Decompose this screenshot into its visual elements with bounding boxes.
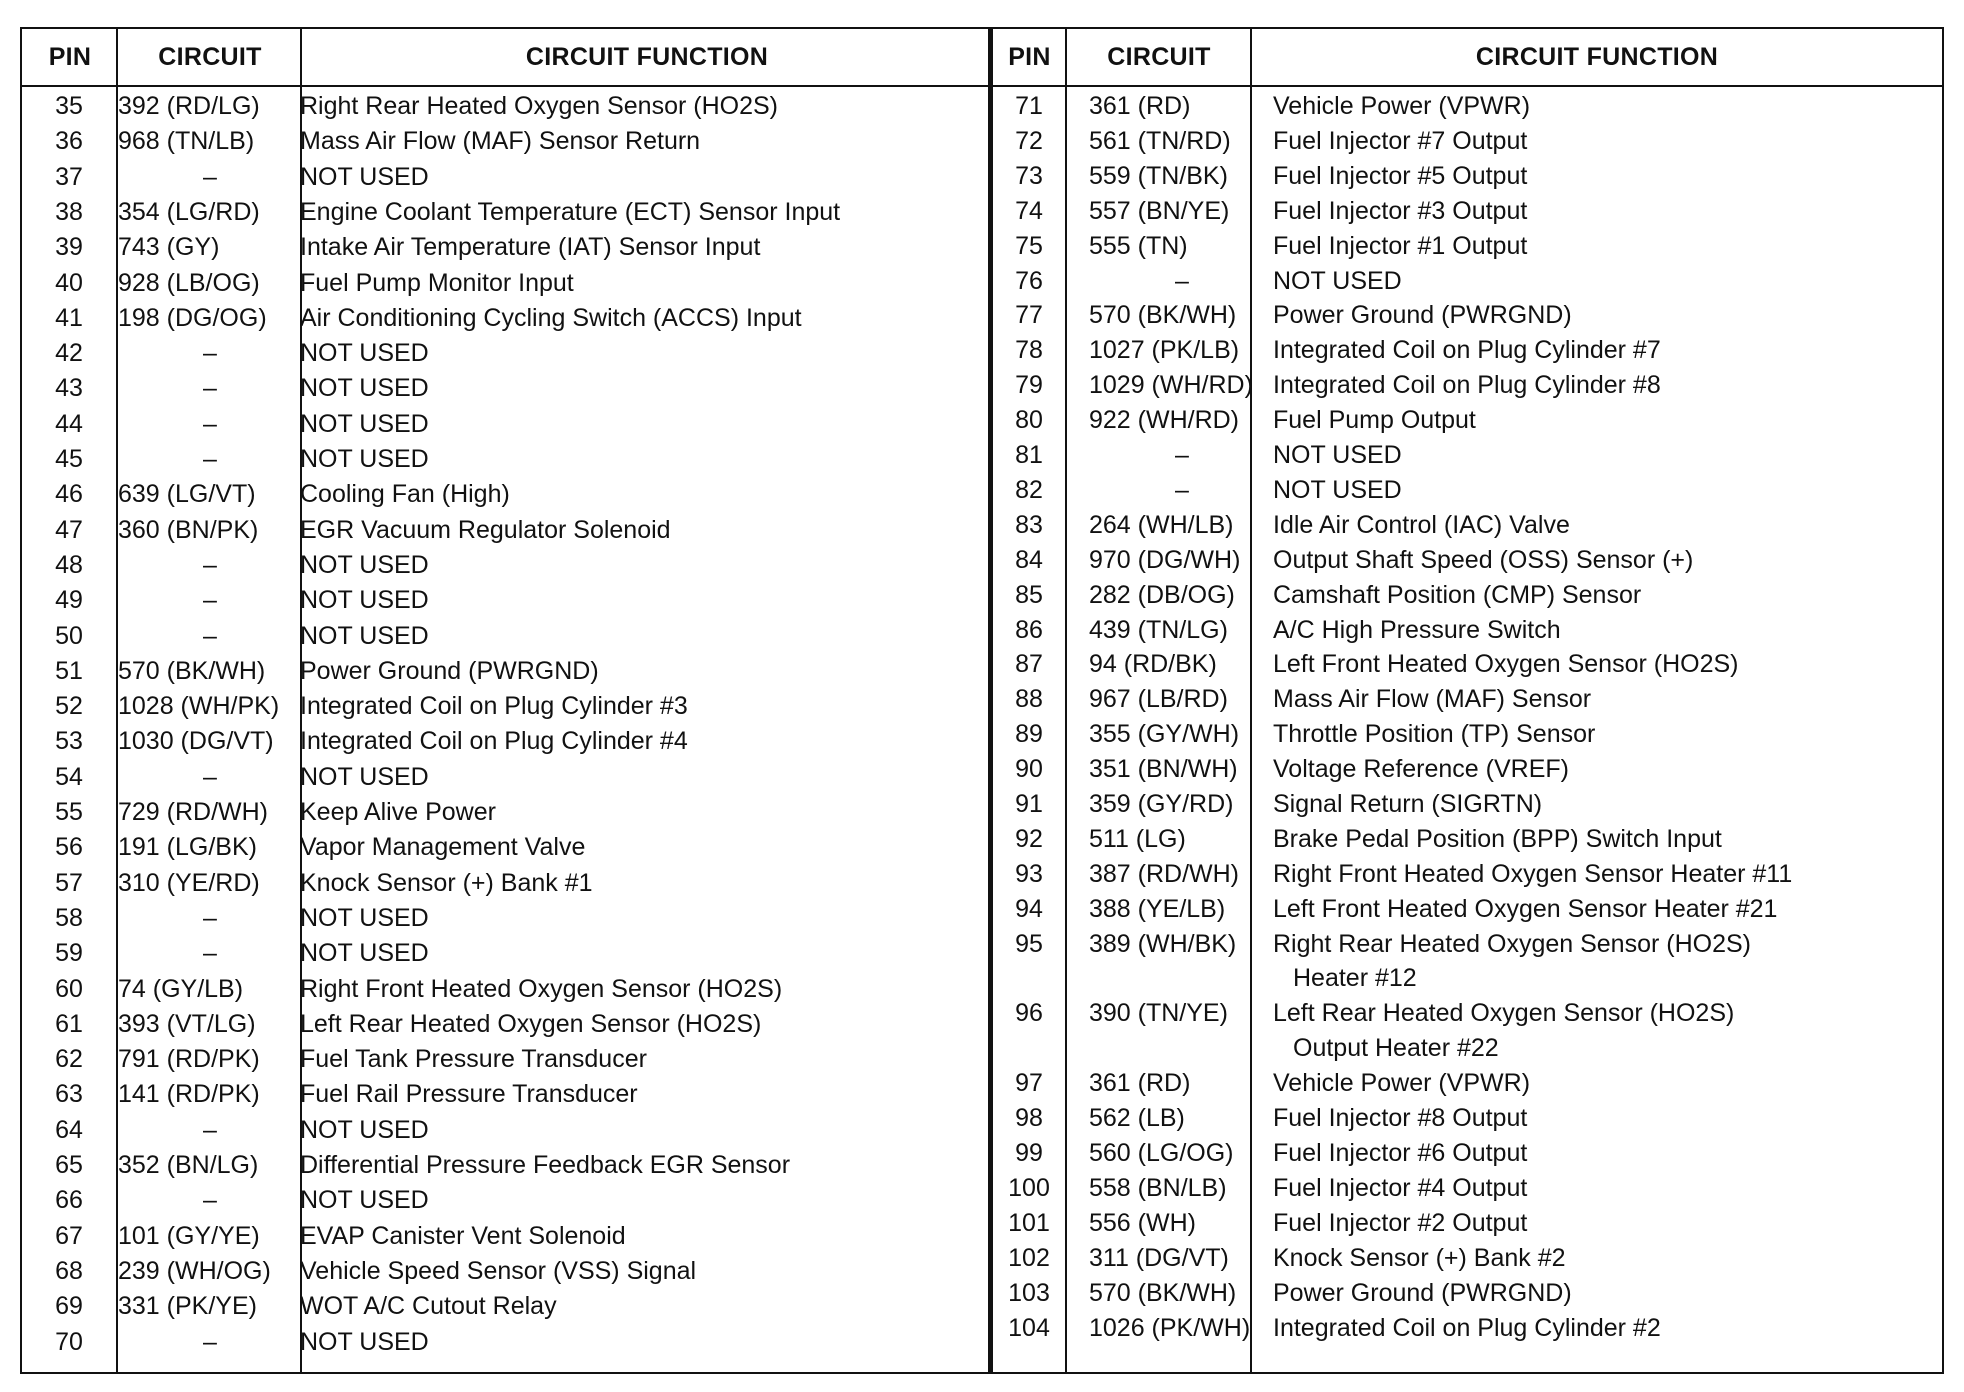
right-header-row	[993, 29, 1942, 87]
circuit-function: Knock Sensor (+) Bank #1	[300, 868, 593, 897]
circuit-function: Fuel Injector #2 Output	[1273, 1208, 1528, 1237]
circuit-function: NOT USED	[300, 903, 429, 932]
pin-table	[20, 27, 1944, 1374]
pin-number: 69	[55, 1292, 83, 1321]
table-row	[993, 368, 1942, 403]
pin-number: 101	[1008, 1208, 1050, 1237]
circuit-code: 191 (LG/BK)	[118, 833, 257, 862]
pin-number: 50	[55, 621, 83, 650]
circuit-function: Integrated Coil on Plug Cylinder #8	[1273, 371, 1661, 400]
table-row	[22, 407, 988, 442]
pin-number: 80	[1015, 406, 1043, 435]
circuit-code: 560 (LG/OG)	[1089, 1139, 1234, 1167]
circuit-function-header: CIRCUIT FUNCTION	[1475, 43, 1719, 71]
table-row	[22, 371, 988, 406]
circuit-function: Voltage Reference (VREF)	[1273, 755, 1569, 784]
circuit-code: 264 (WH/LB)	[1089, 510, 1234, 539]
circuit-code: 311 (DG/VT)	[1089, 1243, 1229, 1272]
circuit-function: NOT USED	[1273, 266, 1402, 295]
circuit-code: 351 (BN/WH)	[1089, 755, 1238, 784]
table-row	[993, 1276, 1942, 1311]
pin-number: 82	[1015, 475, 1043, 504]
pin-number: 85	[1015, 580, 1043, 609]
pin-number: 104	[1008, 1313, 1050, 1342]
circuit-code: 387 (RD/WH)	[1089, 859, 1240, 888]
table-row	[22, 124, 988, 159]
pin-number: 47	[55, 515, 83, 544]
pin-number: 95	[1015, 929, 1043, 958]
pin-number: 91	[1015, 790, 1043, 818]
table-row	[22, 513, 988, 548]
circuit-function: Air Conditioning Cycling Switch (ACCS) Input	[300, 303, 802, 332]
pin-header: PIN	[48, 43, 92, 71]
circuit-code: 558 (BN/LB)	[1089, 1173, 1227, 1202]
circuit-function: A/C High Pressure Switch	[1273, 615, 1561, 644]
circuit-code: 922 (WH/RD)	[1089, 406, 1240, 435]
circuit-code: 359 (GY/RD)	[1089, 790, 1234, 818]
table-row	[22, 724, 988, 759]
pin-number: 67	[55, 1221, 83, 1250]
table-row	[993, 927, 1942, 997]
circuit-function: NOT USED	[1273, 475, 1402, 504]
table-row	[22, 795, 988, 830]
circuit-function: NOT USED	[300, 1327, 429, 1356]
circuit-code: 1028 (WH/PK)	[118, 692, 280, 721]
circuit-code: 282 (DB/OG)	[1089, 580, 1235, 609]
circuit-function: Cooling Fan (High)	[300, 480, 510, 509]
pin-number: 57	[55, 868, 83, 897]
pin-number: 53	[55, 727, 83, 756]
circuit-function: Throttle Position (TP) Sensor	[1273, 720, 1596, 749]
table-row	[993, 508, 1942, 543]
table-row	[993, 578, 1942, 613]
table-row	[22, 1289, 988, 1324]
circuit-code: –	[203, 621, 217, 650]
circuit-code: 198 (DG/OG)	[118, 303, 267, 332]
circuit-function: Right Front Heated Oxygen Sensor Heater #11	[1273, 859, 1793, 888]
pin-number: 96	[1015, 999, 1043, 1028]
circuit-code: –	[1175, 475, 1189, 504]
circuit-code: 561 (TN/RD)	[1089, 126, 1231, 155]
pin-number: 84	[1015, 545, 1043, 574]
pin-number: 75	[1015, 231, 1043, 260]
table-row	[993, 787, 1942, 822]
pin-number: 51	[55, 656, 83, 685]
pin-number: 35	[55, 92, 83, 120]
pin-header: PIN	[1008, 43, 1051, 71]
circuit-code: 393 (VT/LG)	[118, 1009, 256, 1038]
circuit-code: 331 (PK/YE)	[118, 1292, 257, 1321]
circuit-code: 967 (LB/RD)	[1089, 685, 1228, 714]
table-row	[993, 89, 1942, 124]
circuit-function: Brake Pedal Position (BPP) Switch Input	[1273, 824, 1722, 853]
pin-number: 77	[1015, 301, 1043, 330]
circuit-function: Fuel Injector #6 Output	[1273, 1139, 1528, 1167]
pin-number: 92	[1015, 824, 1043, 853]
pin-number: 37	[55, 162, 83, 191]
circuit-code: 562 (LB)	[1089, 1104, 1185, 1133]
table-row	[993, 264, 1942, 299]
circuit-code: –	[203, 1186, 217, 1215]
table-row	[993, 647, 1942, 682]
table-row	[22, 1113, 988, 1148]
pin-number: 63	[55, 1080, 83, 1109]
circuit-function: Fuel Tank Pressure Transducer	[300, 1045, 647, 1074]
table-row	[993, 543, 1942, 578]
pin-number: 74	[1015, 196, 1043, 225]
circuit-code: 968 (TN/LB)	[118, 127, 255, 156]
pin-number: 65	[55, 1151, 83, 1179]
table-row	[993, 822, 1942, 857]
circuit-code: –	[203, 1115, 217, 1144]
circuit-function: Keep Alive Power	[300, 798, 496, 826]
circuit-function: Power Ground (PWRGND)	[300, 656, 599, 685]
pin-number: 97	[1015, 1069, 1043, 1098]
table-row	[22, 230, 988, 265]
pin-number: 49	[55, 586, 83, 615]
table-row	[22, 160, 988, 195]
circuit-function: NOT USED	[300, 762, 429, 791]
pin-number: 100	[1008, 1173, 1050, 1202]
circuit-code: 94 (RD/BK)	[1089, 650, 1217, 679]
circuit-function: NOT USED	[1273, 441, 1402, 469]
table-row	[993, 1206, 1942, 1241]
table-row	[993, 1171, 1942, 1206]
table-row	[22, 1325, 988, 1360]
table-row	[993, 438, 1942, 473]
pin-number: 42	[55, 339, 83, 368]
table-row	[993, 159, 1942, 194]
circuit-code: –	[203, 339, 217, 368]
pin-number: 66	[55, 1186, 83, 1215]
circuit-function: NOT USED	[300, 939, 429, 968]
pin-number: 58	[55, 903, 83, 932]
circuit-function-continued: Output Heater #22	[1293, 1034, 1499, 1063]
table-row	[993, 229, 1942, 264]
table-row	[22, 901, 988, 936]
pin-number: 83	[1015, 510, 1043, 539]
table-row	[993, 996, 1942, 1066]
circuit-function: Mass Air Flow (MAF) Sensor	[1273, 685, 1592, 714]
circuit-function: EGR Vacuum Regulator Solenoid	[300, 515, 671, 544]
table-row	[993, 1136, 1942, 1171]
table-row	[22, 477, 988, 512]
table-row	[993, 473, 1942, 508]
circuit-code: –	[203, 550, 217, 579]
table-row	[22, 1254, 988, 1289]
circuit-function: NOT USED	[300, 621, 429, 650]
circuit-function: Integrated Coil on Plug Cylinder #2	[1273, 1313, 1661, 1342]
table-row	[993, 333, 1942, 368]
circuit-function: Differential Pressure Feedback EGR Sensor	[300, 1151, 791, 1179]
circuit-code: 570 (BK/WH)	[1089, 301, 1237, 330]
circuit-code: 101 (GY/YE)	[118, 1221, 260, 1250]
circuit-function: Power Ground (PWRGND)	[1273, 301, 1572, 330]
circuit-function: Left Rear Heated Oxygen Sensor (HO2S)	[300, 1009, 762, 1038]
circuit-function: Signal Return (SIGRTN)	[1273, 790, 1543, 818]
circuit-function: NOT USED	[300, 445, 429, 473]
circuit-header: CIRCUIT	[1107, 43, 1211, 71]
circuit-function: Output Shaft Speed (OSS) Sensor (+)	[1273, 545, 1694, 574]
left-header-row	[22, 29, 988, 87]
pin-number: 94	[1015, 894, 1043, 923]
circuit-function: Engine Coolant Temperature (ECT) Sensor Input	[300, 197, 841, 226]
pin-number: 56	[55, 833, 83, 862]
circuit-code: –	[1175, 441, 1189, 469]
table-row	[993, 1311, 1942, 1346]
circuit-code: 791 (RD/PK)	[118, 1045, 260, 1074]
circuit-code: 239 (WH/OG)	[118, 1256, 271, 1285]
circuit-code: 556 (WH)	[1089, 1208, 1196, 1237]
table-row	[22, 336, 988, 371]
circuit-code: 557 (BN/YE)	[1089, 196, 1230, 225]
pin-number: 40	[55, 268, 83, 297]
circuit-function: Vapor Management Valve	[300, 833, 586, 862]
pin-number: 48	[55, 550, 83, 579]
table-row	[22, 301, 988, 336]
pin-number: 43	[55, 374, 83, 403]
circuit-code: 743 (GY)	[118, 233, 220, 262]
pin-number: 73	[1015, 161, 1043, 190]
table-row	[22, 89, 988, 124]
circuit-code: –	[203, 374, 217, 403]
circuit-function: Idle Air Control (IAC) Valve	[1273, 510, 1570, 539]
circuit-code: –	[203, 162, 217, 191]
circuit-code: 1026 (PK/WH)	[1089, 1313, 1251, 1342]
circuit-function: NOT USED	[300, 409, 429, 438]
table-row	[22, 548, 988, 583]
table-row	[22, 1148, 988, 1183]
circuit-function: NOT USED	[300, 586, 429, 615]
pin-number: 68	[55, 1256, 83, 1285]
circuit-code: –	[203, 903, 217, 932]
table-row	[22, 442, 988, 477]
pin-number: 78	[1015, 336, 1043, 365]
circuit-function: Integrated Coil on Plug Cylinder #7	[1273, 336, 1661, 365]
circuit-function: Fuel Injector #4 Output	[1273, 1173, 1528, 1202]
circuit-function: Mass Air Flow (MAF) Sensor Return	[300, 127, 701, 156]
circuit-code: –	[1175, 266, 1189, 295]
circuit-code: 141 (RD/PK)	[118, 1080, 260, 1109]
pin-number: 54	[55, 762, 83, 791]
pin-number: 55	[55, 798, 83, 826]
circuit-code: 928 (LB/OG)	[118, 268, 260, 297]
table-row	[993, 857, 1942, 892]
circuit-function: Integrated Coil on Plug Cylinder #4	[300, 727, 688, 756]
pin-number: 98	[1015, 1104, 1043, 1133]
circuit-code: 392 (RD/LG)	[118, 92, 260, 120]
table-row	[993, 403, 1942, 438]
circuit-code: 390 (TN/YE)	[1089, 999, 1228, 1028]
circuit-code: 639 (LG/VT)	[118, 480, 256, 509]
circuit-code: 74 (GY/LB)	[118, 974, 244, 1003]
circuit-function-header: CIRCUIT FUNCTION	[525, 43, 769, 71]
circuit-function: Right Rear Heated Oxygen Sensor (HO2S)	[1273, 929, 1751, 958]
circuit-code: 1030 (DG/VT)	[118, 727, 274, 756]
table-row	[993, 892, 1942, 927]
pin-number: 46	[55, 480, 83, 509]
pin-number: 88	[1015, 685, 1043, 714]
circuit-code: 361 (RD)	[1089, 1069, 1191, 1098]
circuit-function: Knock Sensor (+) Bank #2	[1273, 1243, 1566, 1272]
circuit-code: 570 (BK/WH)	[118, 656, 266, 685]
circuit-function: NOT USED	[300, 162, 429, 191]
table-row	[993, 1241, 1942, 1276]
circuit-function: NOT USED	[300, 374, 429, 403]
table-row	[993, 752, 1942, 787]
pin-number: 61	[55, 1009, 83, 1038]
table-row	[22, 1007, 988, 1042]
table-row	[22, 830, 988, 865]
table-row	[22, 195, 988, 230]
circuit-function: Fuel Injector #8 Output	[1273, 1104, 1528, 1133]
table-row	[22, 1183, 988, 1218]
pin-number: 44	[55, 409, 83, 438]
circuit-code: 361 (RD)	[1089, 92, 1191, 120]
table-row	[993, 682, 1942, 717]
table-row	[22, 266, 988, 301]
pin-number: 90	[1015, 755, 1043, 784]
pin-number: 86	[1015, 615, 1043, 644]
table-row	[22, 583, 988, 618]
circuit-function: Fuel Pump Output	[1273, 406, 1476, 435]
table-row	[22, 760, 988, 795]
table-row	[993, 1101, 1942, 1136]
pin-number: 60	[55, 974, 83, 1003]
circuit-code: –	[203, 586, 217, 615]
left-table	[20, 27, 990, 1374]
circuit-function-continued: Heater #12	[1293, 964, 1417, 993]
pin-number: 64	[55, 1115, 83, 1144]
circuit-function: Fuel Injector #3 Output	[1273, 196, 1528, 225]
right-table	[990, 27, 1944, 1374]
table-row	[22, 936, 988, 971]
circuit-code: 310 (YE/RD)	[118, 868, 260, 897]
circuit-code: 360 (BN/PK)	[118, 515, 259, 544]
circuit-function: WOT A/C Cutout Relay	[300, 1292, 557, 1321]
circuit-code: 389 (WH/BK)	[1089, 929, 1237, 958]
pin-number: 59	[55, 939, 83, 968]
circuit-function: Vehicle Power (VPWR)	[1273, 1069, 1531, 1098]
circuit-function: Vehicle Power (VPWR)	[1273, 92, 1531, 120]
circuit-code: 559 (TN/BK)	[1089, 161, 1228, 190]
table-row	[22, 866, 988, 901]
circuit-function: Power Ground (PWRGND)	[1273, 1278, 1572, 1307]
pin-number: 72	[1015, 126, 1043, 155]
circuit-code: 354 (LG/RD)	[118, 197, 260, 226]
circuit-function: Left Front Heated Oxygen Sensor Heater #21	[1273, 894, 1778, 923]
circuit-header: CIRCUIT	[158, 43, 262, 71]
pin-number: 70	[55, 1327, 83, 1356]
circuit-function: Right Front Heated Oxygen Sensor (HO2S)	[300, 974, 783, 1003]
circuit-function: Fuel Injector #1 Output	[1273, 231, 1528, 260]
pin-number: 81	[1015, 441, 1043, 469]
pin-number: 99	[1015, 1139, 1043, 1167]
table-row	[22, 689, 988, 724]
table-row	[22, 654, 988, 689]
pin-number: 45	[55, 445, 83, 473]
circuit-code: 570 (BK/WH)	[1089, 1278, 1237, 1307]
circuit-code: –	[203, 445, 217, 473]
circuit-function: NOT USED	[300, 550, 429, 579]
pin-number: 38	[55, 197, 83, 226]
circuit-function: NOT USED	[300, 1115, 429, 1144]
circuit-code: 1027 (PK/LB)	[1089, 336, 1240, 365]
table-row	[22, 1219, 988, 1254]
table-row	[993, 298, 1942, 333]
pin-number: 87	[1015, 650, 1043, 679]
table-row	[993, 124, 1942, 159]
table-row	[993, 1066, 1942, 1101]
circuit-function: Fuel Pump Monitor Input	[300, 268, 574, 297]
circuit-code: 388 (YE/LB)	[1089, 894, 1226, 923]
pin-number: 89	[1015, 720, 1043, 749]
circuit-code: 729 (RD/WH)	[118, 798, 269, 826]
pin-number: 103	[1008, 1278, 1050, 1307]
table-row	[993, 717, 1942, 752]
table-row	[993, 194, 1942, 229]
pin-number: 102	[1008, 1243, 1050, 1272]
circuit-code: –	[203, 762, 217, 791]
table-row	[22, 619, 988, 654]
circuit-function: Right Rear Heated Oxygen Sensor (HO2S)	[300, 92, 778, 120]
pin-number: 79	[1015, 371, 1043, 400]
circuit-code: 970 (DG/WH)	[1089, 545, 1241, 574]
circuit-function: Intake Air Temperature (IAT) Sensor Input	[300, 233, 761, 262]
table-row	[22, 1077, 988, 1112]
pin-number: 76	[1015, 266, 1043, 295]
circuit-code: 1029 (WH/RD)	[1089, 371, 1253, 400]
pin-number: 39	[55, 233, 83, 262]
pin-number: 62	[55, 1045, 83, 1074]
circuit-code: –	[203, 409, 217, 438]
circuit-function: Fuel Rail Pressure Transducer	[300, 1080, 638, 1109]
circuit-code: –	[203, 1327, 217, 1356]
circuit-code: 511 (LG)	[1089, 824, 1186, 853]
circuit-code: 555 (TN)	[1089, 231, 1188, 260]
circuit-function: Vehicle Speed Sensor (VSS) Signal	[300, 1256, 697, 1285]
circuit-code: 355 (GY/WH)	[1089, 720, 1240, 749]
pin-number: 93	[1015, 859, 1043, 888]
circuit-function: NOT USED	[300, 339, 429, 368]
circuit-code: 352 (BN/LG)	[118, 1151, 259, 1179]
circuit-function: Fuel Injector #7 Output	[1273, 126, 1528, 155]
circuit-function: Camshaft Position (CMP) Sensor	[1273, 580, 1642, 609]
table-row	[993, 613, 1942, 648]
table-row	[22, 1042, 988, 1077]
circuit-code: 439 (TN/LG)	[1089, 615, 1228, 644]
table-row	[22, 972, 988, 1007]
circuit-function: EVAP Canister Vent Solenoid	[300, 1221, 626, 1250]
circuit-code: –	[203, 939, 217, 968]
circuit-function: NOT USED	[300, 1186, 429, 1215]
pin-number: 71	[1015, 92, 1043, 120]
pin-number: 41	[55, 303, 83, 332]
circuit-function: Integrated Coil on Plug Cylinder #3	[300, 692, 688, 721]
circuit-function: Fuel Injector #5 Output	[1273, 161, 1528, 190]
pin-number: 52	[55, 692, 83, 721]
circuit-function: Left Front Heated Oxygen Sensor (HO2S)	[1273, 650, 1739, 679]
circuit-function: Left Rear Heated Oxygen Sensor (HO2S)	[1273, 999, 1735, 1028]
pin-number: 36	[55, 127, 83, 156]
